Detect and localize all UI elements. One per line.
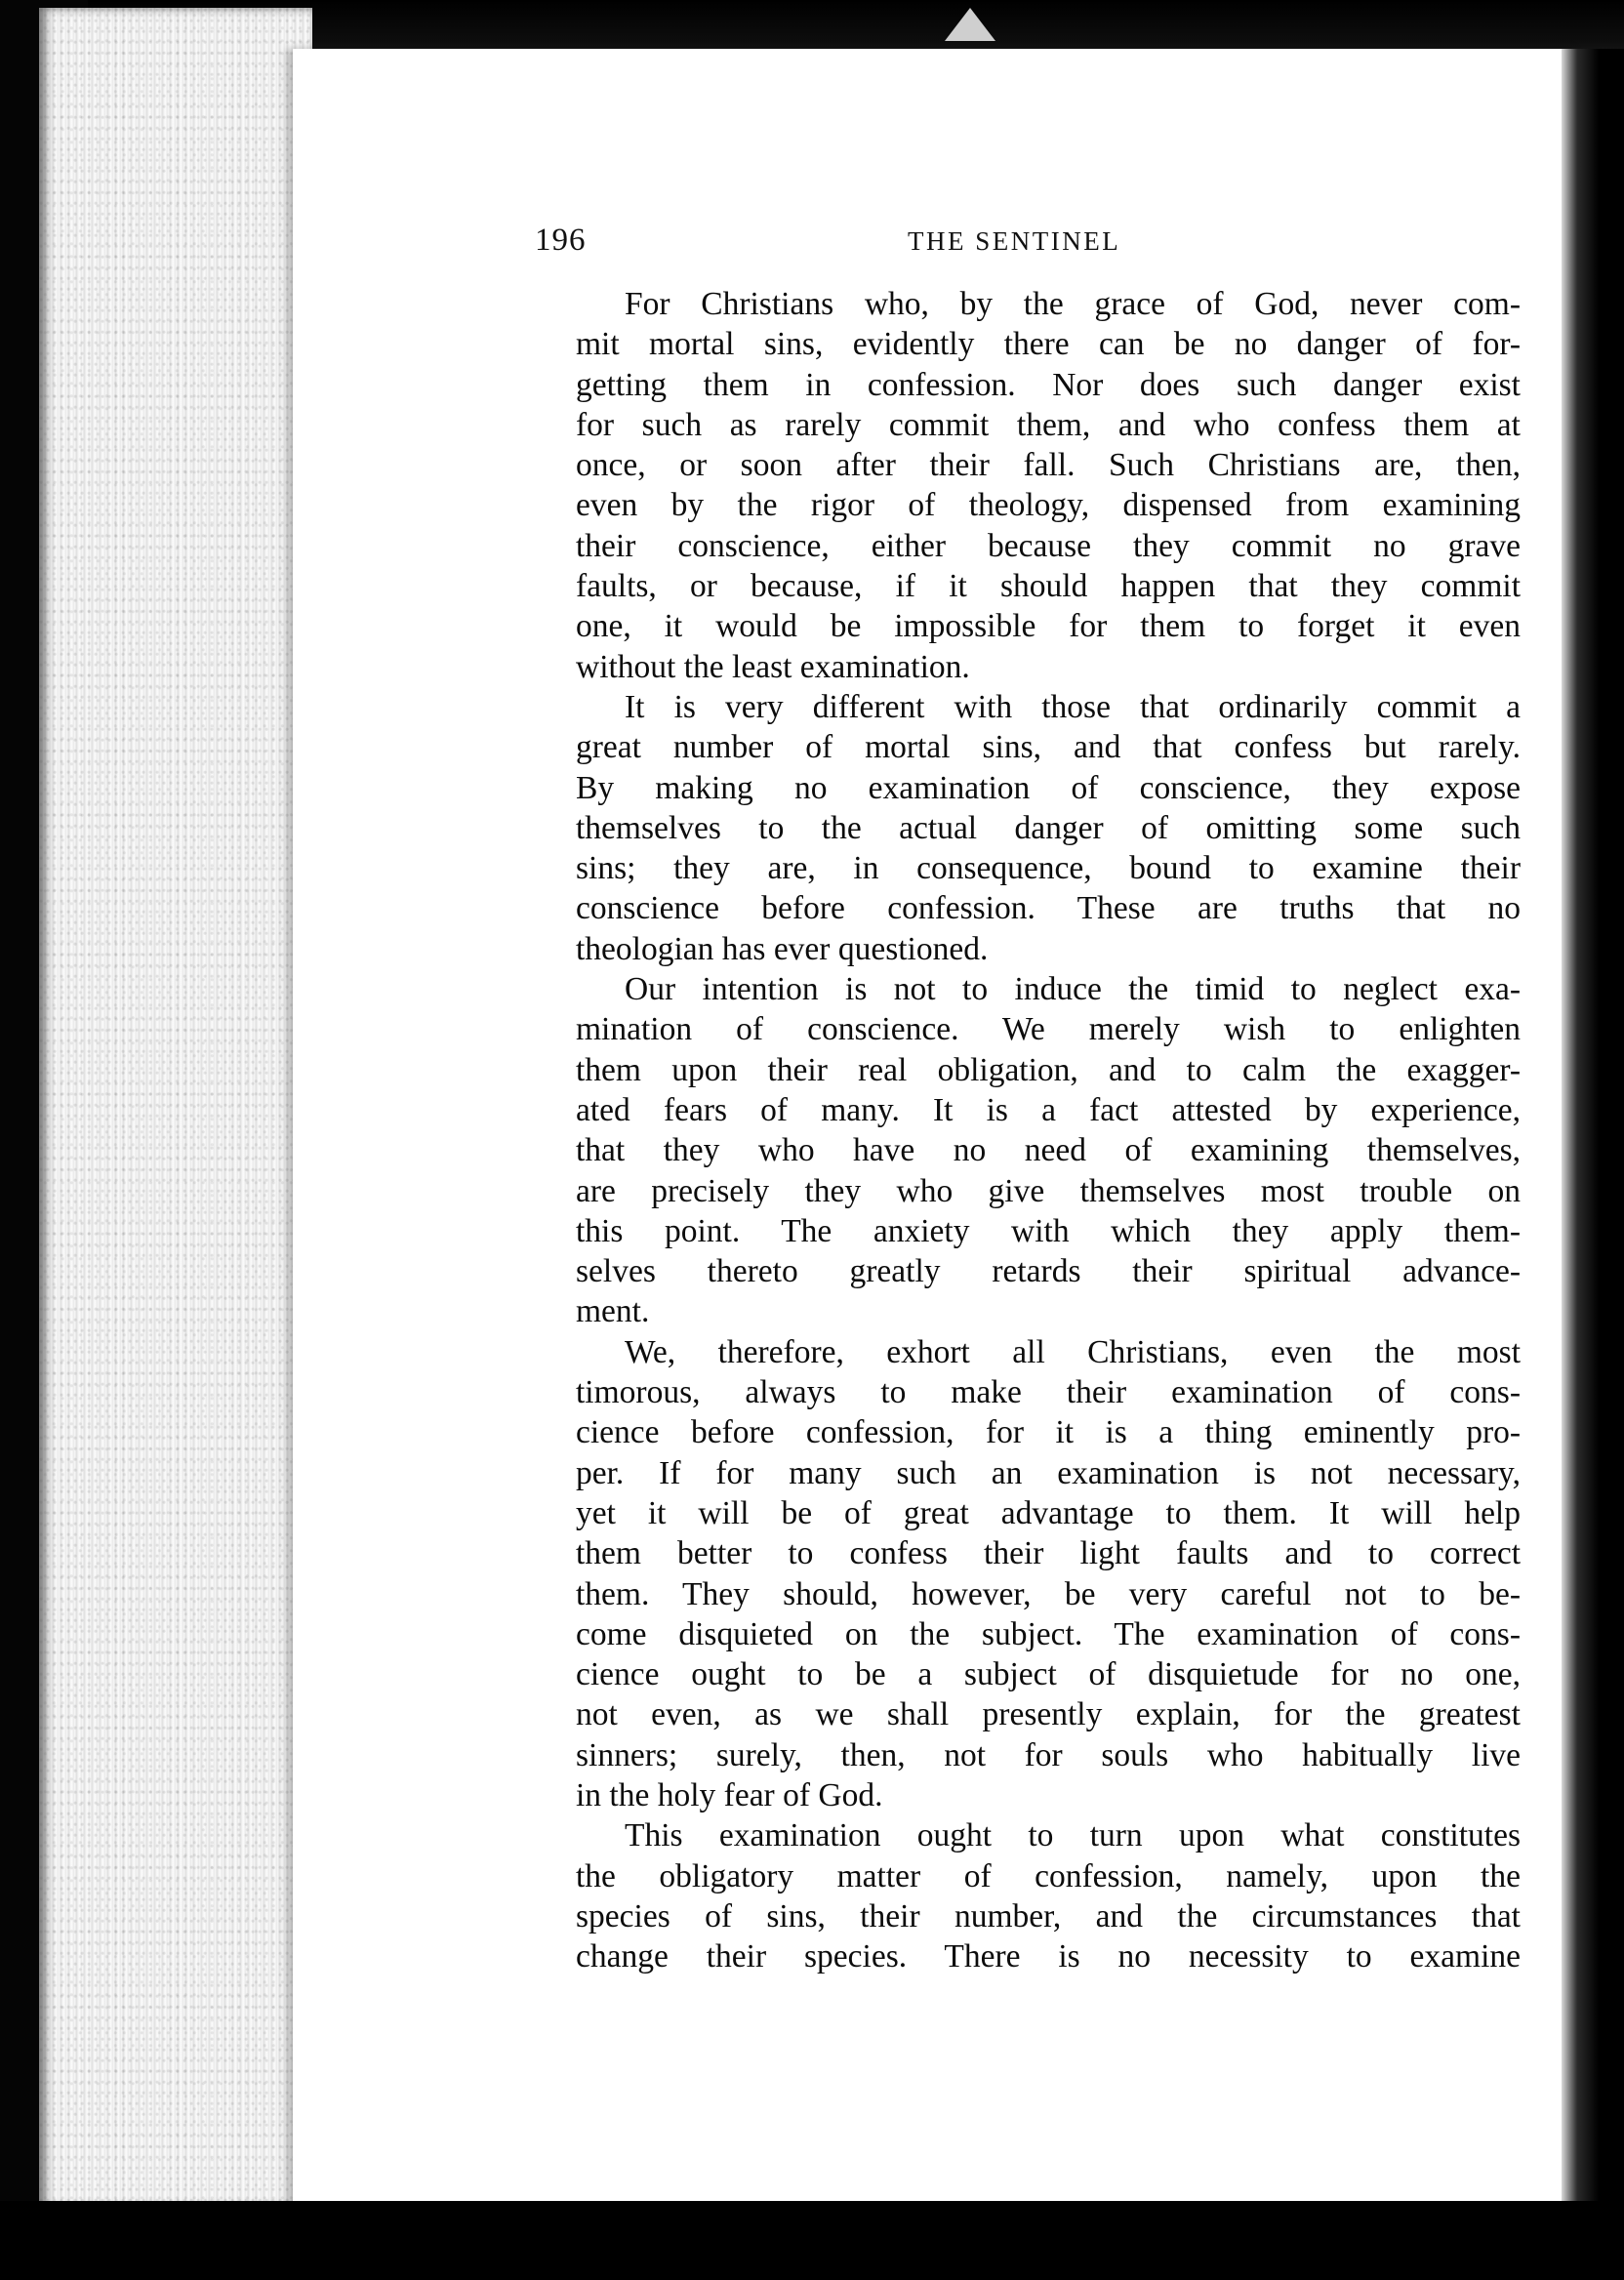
text-line: come disquieted on the subject. The examination of cons- bbox=[576, 1615, 1521, 1652]
text-line: them upon their real obligation, and to calm the exagger- bbox=[576, 1051, 1521, 1088]
text-line: them better to confess their light faults and to correct bbox=[576, 1535, 1521, 1572]
text-line: are precisely they who give themselves most trouble on bbox=[576, 1172, 1521, 1209]
text-line: them. They should, however, be very careful not to be- bbox=[576, 1575, 1521, 1612]
text-line: theologian has ever questioned. bbox=[576, 930, 989, 967]
text-line: great number of mortal sins, and that confess but rarely. bbox=[576, 729, 1521, 766]
text-line: this point. The anxiety with which they apply them- bbox=[576, 1212, 1521, 1249]
body-text bbox=[527, 284, 1521, 1976]
page-edges-texture bbox=[39, 8, 312, 2209]
text-line: not even, as we shall presently explain, for the greatest bbox=[576, 1696, 1521, 1733]
text-line: ment. bbox=[576, 1293, 650, 1330]
text-line: timorous, always to make their examination of cons- bbox=[576, 1374, 1521, 1411]
text-line: This examination ought to turn upon what constitutes bbox=[625, 1817, 1521, 1854]
text-line: sinners; surely, then, not for souls who habitually live bbox=[576, 1736, 1521, 1773]
text-line: selves thereto greatly retards their spiritual advance- bbox=[576, 1253, 1521, 1290]
bottom-shadow bbox=[0, 2201, 1624, 2280]
text-line: It is very different with those that ordinarily commit a bbox=[625, 688, 1521, 725]
page-header bbox=[535, 223, 1179, 265]
text-line: species of sins, their number, and the circumstances that bbox=[576, 1897, 1521, 1934]
text-line: themselves to the actual danger of omitting some such bbox=[576, 809, 1521, 846]
text-line: cience ought to be a subject of disquietude for no one, bbox=[576, 1656, 1521, 1693]
text-line: the obligatory matter of confession, namely, upon the bbox=[576, 1857, 1521, 1894]
text-line: ated fears of many. It is a fact attested by experience, bbox=[576, 1091, 1521, 1128]
paragraph bbox=[527, 687, 1521, 969]
running-head: THE SENTINEL bbox=[908, 226, 1121, 256]
text-line: Our intention is not to induce the timid to neglect exa- bbox=[625, 971, 1521, 1008]
text-line: one, it would be impossible for them to forget it even bbox=[576, 608, 1521, 645]
paragraph bbox=[527, 1332, 1521, 1816]
page-number: 196 bbox=[535, 223, 587, 258]
text-line: conscience before confession. These are truths that no bbox=[576, 890, 1521, 927]
text-line: change their species. There is no necessity to examine bbox=[576, 1938, 1521, 1975]
text-line: mination of conscience. We merely wish to enlighten bbox=[576, 1011, 1521, 1048]
text-line: cience before confession, for it is a thing eminently pro- bbox=[576, 1414, 1521, 1451]
text-line: even by the rigor of theology, dispensed from examining bbox=[576, 487, 1521, 524]
text-line: for such as rarely commit them, and who confess them at bbox=[576, 406, 1521, 443]
text-line: mit mortal sins, evidently there can be no danger of for- bbox=[576, 326, 1521, 363]
paragraph bbox=[527, 1815, 1521, 1976]
text-line: without the least examination. bbox=[576, 648, 970, 685]
text-line: We, therefore, exhort all Christians, even the most bbox=[625, 1333, 1521, 1370]
text-line: yet it will be of great advantage to them. It will help bbox=[576, 1494, 1521, 1531]
text-line: getting them in confession. Nor does such danger exist bbox=[576, 366, 1521, 403]
text-line: in the holy fear of God. bbox=[576, 1776, 883, 1813]
text-line: By making no examination of conscience, they expose bbox=[576, 769, 1521, 806]
text-line: faults, or because, if it should happen that they commit bbox=[576, 568, 1521, 605]
text-line: that they who have no need of examining themselves, bbox=[576, 1132, 1521, 1169]
text-line: their conscience, either because they commit no grave bbox=[576, 527, 1521, 564]
text-line: sins; they are, in consequence, bound to examine their bbox=[576, 850, 1521, 887]
paragraph bbox=[527, 969, 1521, 1332]
text-line: per. If for many such an examination is not necessary, bbox=[576, 1454, 1521, 1491]
paragraph bbox=[527, 284, 1521, 687]
right-edge-shadow bbox=[1562, 49, 1624, 2211]
text-line: For Christians who, by the grace of God, never com- bbox=[625, 286, 1521, 322]
page-tab-marker bbox=[945, 8, 995, 41]
text-line: once, or soon after their fall. Such Christians are, then, bbox=[576, 447, 1521, 484]
